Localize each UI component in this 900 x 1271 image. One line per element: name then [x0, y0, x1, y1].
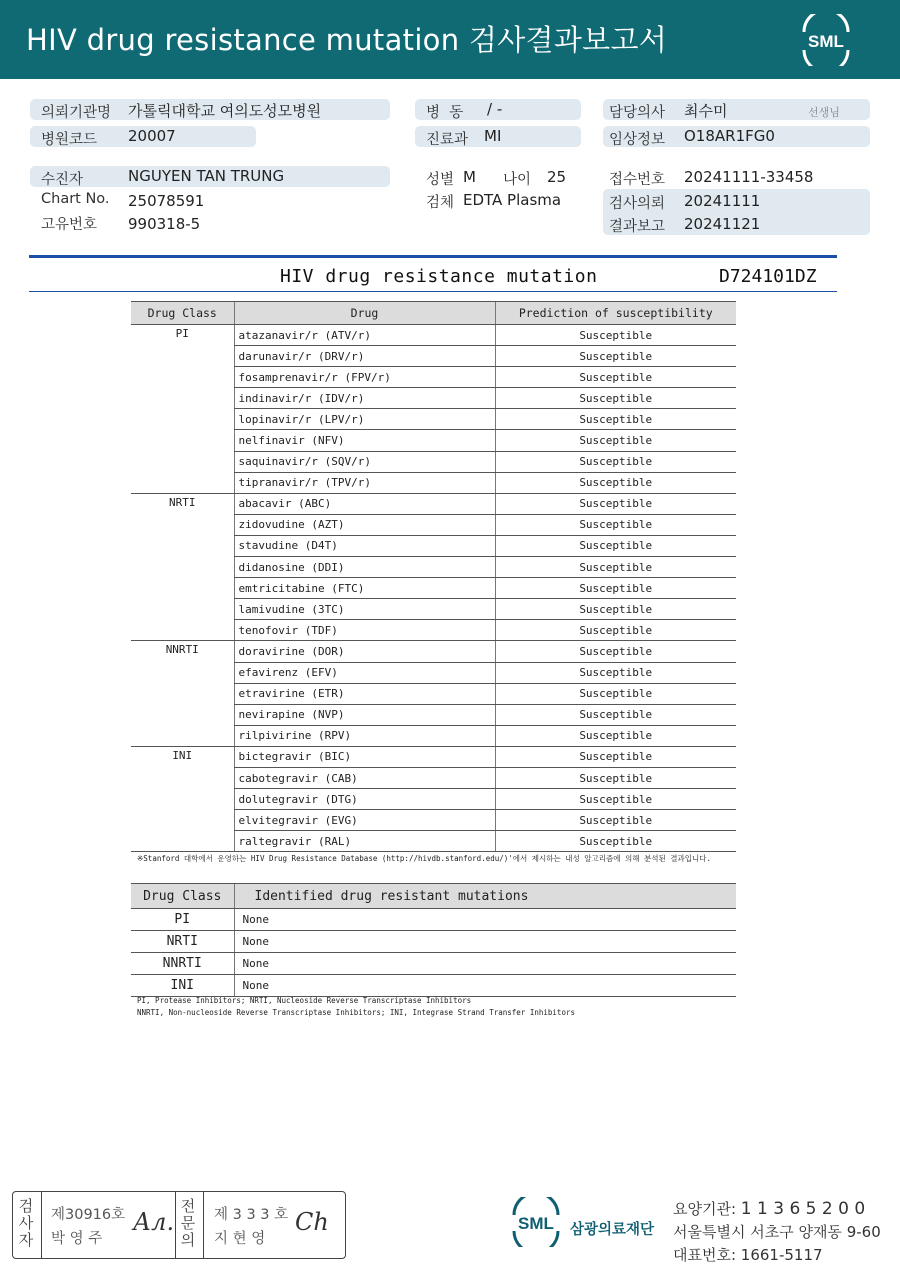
drug-name-cell: cabotegravir (CAB)	[234, 767, 495, 788]
specimen-label: 검체	[426, 195, 455, 211]
mutation-class-cell: PI	[131, 909, 234, 931]
mutation-header: Identified drug resistant mutations	[234, 884, 736, 909]
patient-label: 수진자	[41, 172, 84, 188]
susceptibility-cell: Susceptible	[495, 388, 736, 409]
sml-logo-text: SML	[808, 32, 844, 51]
abbreviation-line-2: NNRTI, Non-nucleoside Reverse Transcriptase Inhibitors; INI, Integrase Strand Transfer Inhibitors	[137, 1008, 575, 1017]
drug-susceptibility-table	[131, 301, 736, 852]
drug-name-cell: doravirine (DOR)	[234, 641, 495, 662]
mutation-value-cell: None	[234, 953, 736, 975]
table-row	[131, 641, 736, 662]
drug-name-cell: atazanavir/r (ATV/r)	[234, 325, 495, 346]
drug-name-cell: didanosine (DDI)	[234, 557, 495, 578]
drug-name-cell: tipranavir/r (TPV/r)	[234, 472, 495, 493]
section-rule-top	[29, 255, 837, 258]
susceptibility-cell: Susceptible	[495, 430, 736, 451]
drug-name-cell: stavudine (D4T)	[234, 535, 495, 556]
drug-name-cell: dolutegravir (DTG)	[234, 789, 495, 810]
susceptibility-cell: Susceptible	[495, 535, 736, 556]
susceptibility-cell: Susceptible	[495, 325, 736, 346]
mutation-table-header-row	[131, 884, 736, 909]
susceptibility-cell: Susceptible	[495, 409, 736, 430]
susceptibility-cell: Susceptible	[495, 599, 736, 620]
drug-class-cell: NRTI	[131, 493, 234, 641]
drug-name-cell: indinavir/r (IDV/r)	[234, 388, 495, 409]
drug-name-cell: fosamprenavir/r (FPV/r)	[234, 367, 495, 388]
section-rule-bottom	[29, 291, 837, 292]
drug-table-header-row	[131, 302, 736, 325]
sml-footer-logo-icon	[507, 1197, 565, 1247]
signature-divider	[203, 1192, 204, 1258]
ward-value: / -	[487, 100, 503, 118]
mutation-value-cell: None	[234, 975, 736, 997]
mutation-class-cell: NNRTI	[131, 953, 234, 975]
susceptibility-cell: Susceptible	[495, 662, 736, 683]
drug-class-cell: PI	[131, 325, 234, 494]
phone-line	[673, 1244, 823, 1265]
address: 서울특별시 서초구 양재동 9-60	[673, 1223, 881, 1241]
sex-label: 성별	[426, 172, 455, 188]
drug-class-cell: INI	[131, 746, 234, 851]
hospital-code-value: 20007	[128, 127, 176, 145]
request-date: 20241111	[684, 192, 761, 210]
drug-name-cell: tenofovir (TDF)	[234, 620, 495, 641]
signature-divider	[41, 1192, 42, 1258]
inspector-signature: Ал.	[133, 1208, 175, 1236]
section-code: D724101DZ	[719, 266, 817, 287]
stanford-footnote: ※Stanford 대학에서 운영하는 HIV Drug Resistance Database (http://hivdb.stanford.edu/)'에서 제시하는 내성 알고리즘에 의해 분석된 결과입니다.	[137, 854, 712, 863]
chart-value: 25078591	[128, 192, 205, 210]
doctor-suffix: 선생님	[808, 106, 840, 119]
sml-logo-icon	[796, 14, 856, 66]
drug-name-cell: raltegravir (RAL)	[234, 831, 495, 852]
drug-name-cell: saquinavir/r (SQV/r)	[234, 451, 495, 472]
institution-code: 1 1 3 6 5 2 0 0	[740, 1199, 866, 1219]
table-row	[131, 953, 736, 975]
drug-name-cell: nevirapine (NVP)	[234, 704, 495, 725]
institution-code-label: 요양기관:	[673, 1200, 737, 1218]
table-row	[131, 746, 736, 767]
mutation-table	[131, 883, 736, 997]
mutation-value-cell: None	[234, 931, 736, 953]
inspector-name: 박 영 주	[51, 1231, 103, 1247]
susceptibility-cell: Susceptible	[495, 472, 736, 493]
drug-name-cell: bictegravir (BIC)	[234, 746, 495, 767]
drug-name-cell: lamivudine (3TC)	[234, 599, 495, 620]
signature-divider	[175, 1192, 176, 1258]
drug-header: Drug	[234, 302, 495, 325]
table-row	[131, 975, 736, 997]
susceptibility-cell: Susceptible	[495, 346, 736, 367]
drug-name-cell: abacavir (ABC)	[234, 493, 495, 514]
abbreviation-footnote	[137, 995, 737, 1019]
inspector-license: 제30916호	[51, 1207, 126, 1223]
susceptibility-cell: Susceptible	[495, 493, 736, 514]
org-name: 삼광의료재단	[570, 1222, 655, 1238]
mutation-value-cell: None	[234, 909, 736, 931]
institution-code-line	[673, 1198, 865, 1219]
specialist-label: 전문의	[180, 1197, 196, 1249]
drug-name-cell: nelfinavir (NFV)	[234, 430, 495, 451]
report-date: 20241121	[684, 215, 761, 233]
abbreviation-line-1: PI, Protease Inhibitors; NRTI, Nucleoside Reverse Transcriptase Inhibitors	[137, 996, 472, 1005]
susceptibility-cell: Susceptible	[495, 451, 736, 472]
drug-name-cell: lopinavir/r (LPV/r)	[234, 409, 495, 430]
mutation-class-header: Drug Class	[131, 884, 234, 909]
drug-class-header: Drug Class	[131, 302, 234, 325]
drug-name-cell: rilpivirine (RPV)	[234, 725, 495, 746]
susceptibility-cell: Susceptible	[495, 725, 736, 746]
doctor-label: 담당의사	[609, 105, 666, 121]
susceptibility-cell: Susceptible	[495, 704, 736, 725]
specialist-license: 제 3 3 3 호	[214, 1207, 289, 1223]
sml-footer-logo-text: SML	[518, 1214, 554, 1233]
drug-table-body	[131, 325, 736, 852]
sex-value: M	[463, 168, 476, 186]
institution-value: 가톨릭대학교 여의도성모병원	[128, 102, 322, 120]
age-label: 나이	[503, 172, 532, 188]
institution-label: 의뢰기관명	[41, 105, 112, 121]
susceptibility-cell: Susceptible	[495, 767, 736, 788]
susceptibility-cell: Susceptible	[495, 641, 736, 662]
department-label: 진료과	[426, 132, 469, 148]
age-value: 25	[547, 168, 567, 186]
specimen-value: EDTA Plasma	[463, 191, 562, 209]
doctor-value: 최수미	[684, 102, 728, 120]
report-title: HIV drug resistance mutation 검사결과보고서	[26, 23, 668, 57]
drug-name-cell: elvitegravir (EVG)	[234, 810, 495, 831]
phone-number: 1661-5117	[740, 1246, 823, 1264]
susceptibility-cell: Susceptible	[495, 683, 736, 704]
ward-label: 병 동	[426, 105, 464, 121]
table-row	[131, 909, 736, 931]
patient-value: NGUYEN TAN TRUNG	[128, 167, 285, 185]
drug-name-cell: efavirenz (EFV)	[234, 662, 495, 683]
mutation-class-cell: INI	[131, 975, 234, 997]
mutation-table-body	[131, 909, 736, 997]
hospital-code-label: 병원코드	[41, 132, 98, 148]
receipt-value: 20241111-33458	[684, 168, 814, 186]
receipt-label: 접수번호	[609, 172, 666, 188]
susceptibility-cell: Susceptible	[495, 831, 736, 852]
susceptibility-cell: Susceptible	[495, 810, 736, 831]
drug-class-cell: NNRTI	[131, 641, 234, 746]
table-row	[131, 931, 736, 953]
susceptibility-cell: Susceptible	[495, 578, 736, 599]
clinical-info-label: 임상정보	[609, 132, 666, 148]
specialist-signature: Ch	[295, 1208, 329, 1236]
susceptibility-cell: Susceptible	[495, 557, 736, 578]
unique-no-value: 990318-5	[128, 215, 201, 233]
report-label: 결과보고	[609, 219, 666, 235]
drug-name-cell: emtricitabine (FTC)	[234, 578, 495, 599]
section-title: HIV drug resistance mutation	[280, 266, 598, 287]
drug-name-cell: etravirine (ETR)	[234, 683, 495, 704]
susceptibility-header: Prediction of susceptibility	[495, 302, 736, 325]
signature-box	[12, 1191, 346, 1259]
drug-name-cell: zidovudine (AZT)	[234, 514, 495, 535]
susceptibility-cell: Susceptible	[495, 514, 736, 535]
department-value: MI	[484, 127, 502, 145]
susceptibility-cell: Susceptible	[495, 746, 736, 767]
unique-no-label: 고유번호	[41, 217, 98, 233]
clinical-info-value: O18AR1FG0	[684, 127, 775, 145]
phone-label: 대표번호:	[673, 1246, 737, 1264]
request-label: 검사의뢰	[609, 196, 666, 212]
table-row	[131, 493, 736, 514]
table-row	[131, 325, 736, 346]
chart-label: Chart No.	[41, 191, 110, 207]
inspector-label: 검사자	[18, 1197, 34, 1249]
specialist-name: 지 현 영	[214, 1231, 266, 1247]
drug-name-cell: darunavir/r (DRV/r)	[234, 346, 495, 367]
susceptibility-cell: Susceptible	[495, 789, 736, 810]
susceptibility-cell: Susceptible	[495, 620, 736, 641]
susceptibility-cell: Susceptible	[495, 367, 736, 388]
mutation-class-cell: NRTI	[131, 931, 234, 953]
